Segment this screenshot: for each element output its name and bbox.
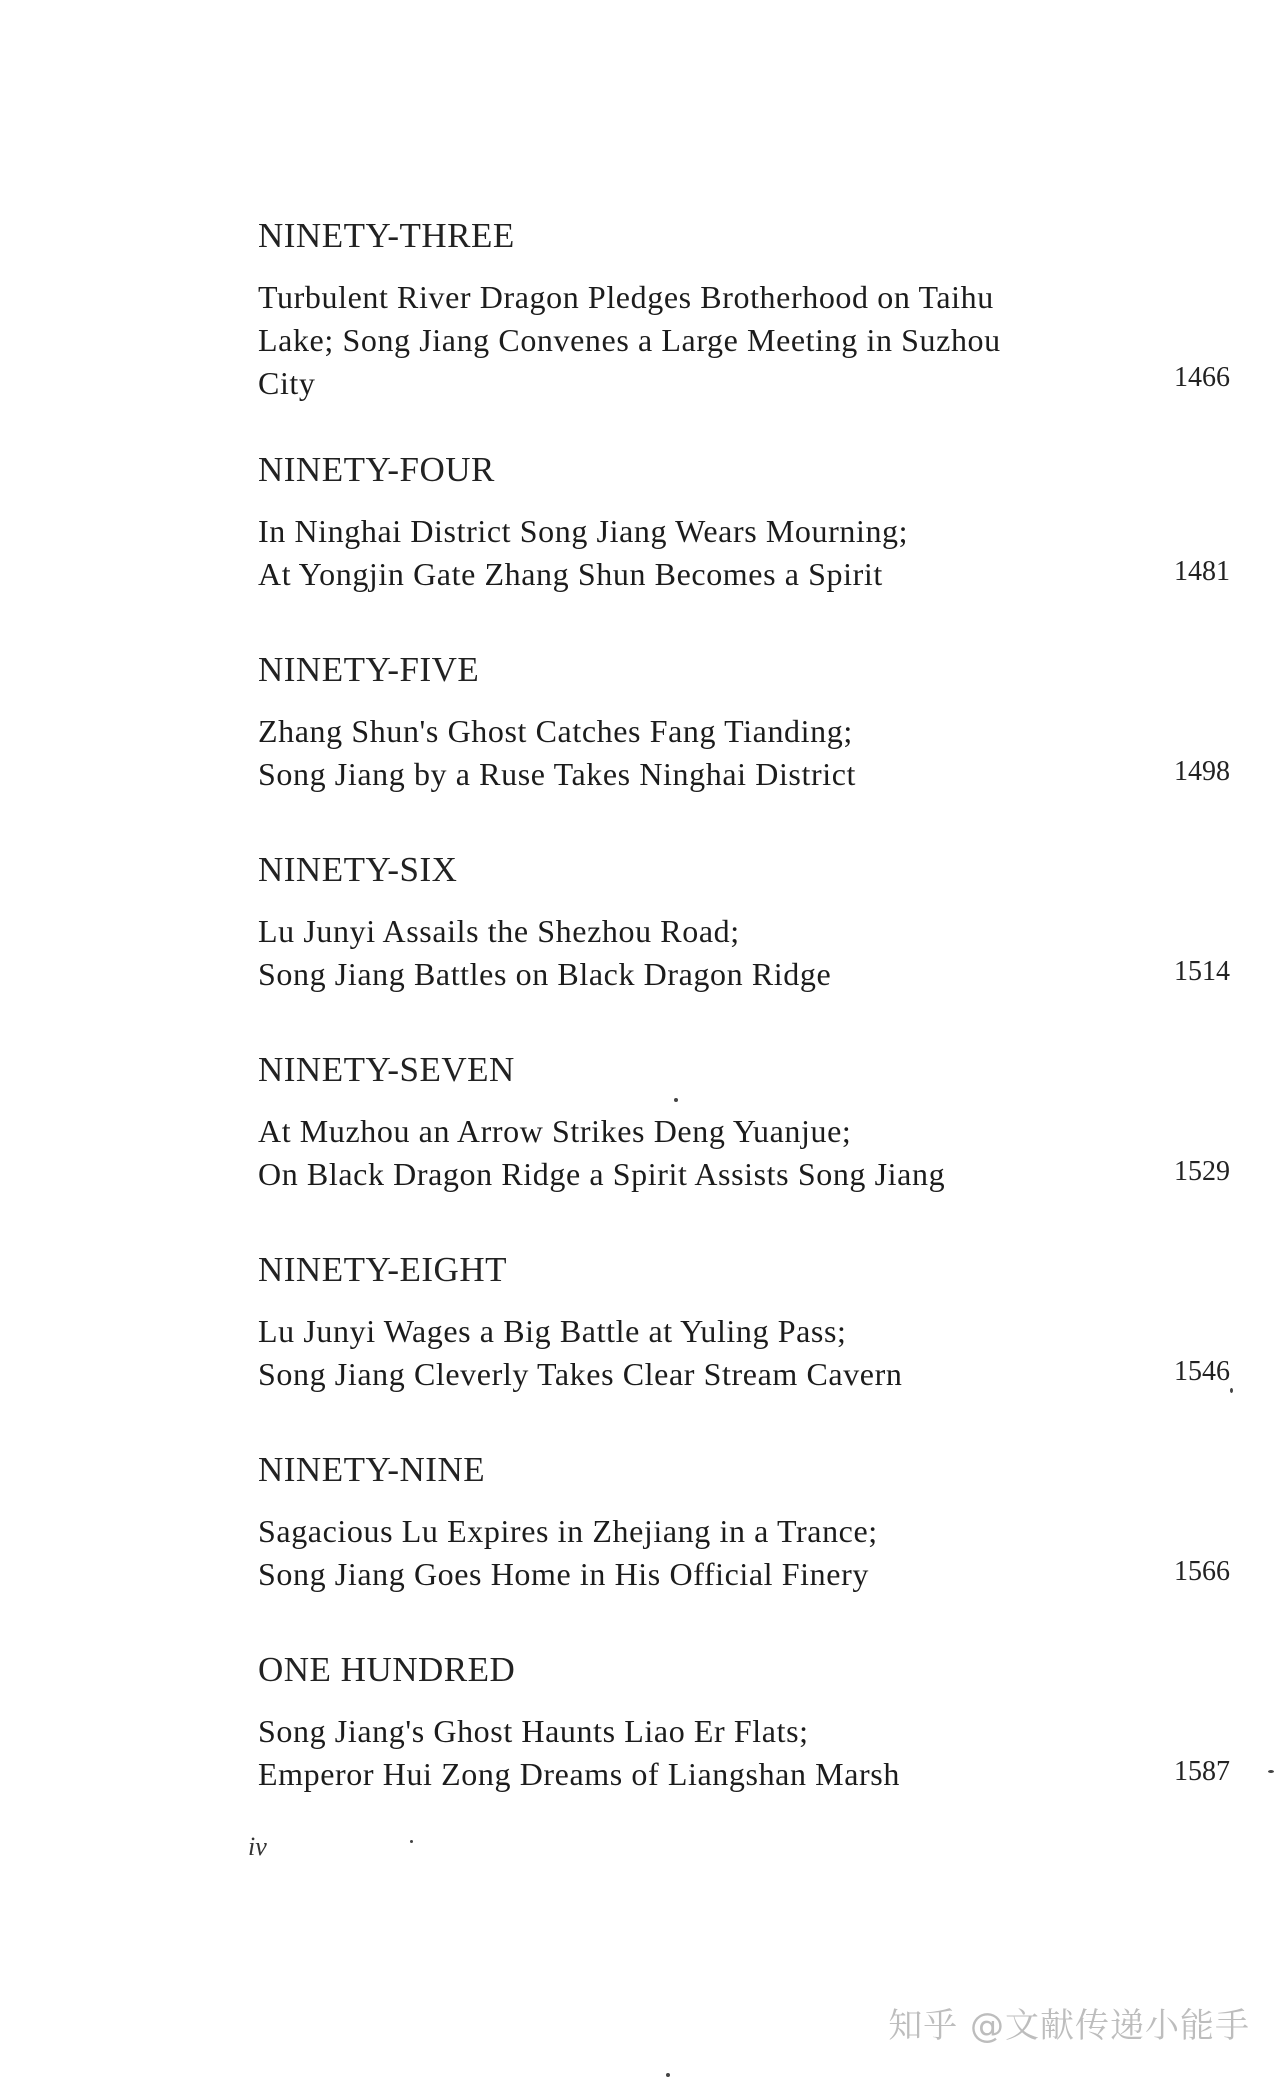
page-number: 1546 [1174, 1356, 1230, 1387]
page-number: 1466 [1174, 362, 1230, 393]
chapter-number: NINETY-SIX [258, 850, 458, 889]
chapter-title-line: Song Jiang Battles on Black Dragon Ridge [258, 956, 832, 992]
chapter-title-line: Song Jiang Goes Home in His Official Finery [258, 1556, 869, 1592]
chapter-title-line: Song Jiang's Ghost Haunts Liao Er Flats; [258, 1713, 809, 1749]
chapter-title [258, 710, 1138, 796]
page-number: 1587 [1174, 1756, 1230, 1787]
chapter-title-line: Turbulent River Dragon Pledges Brotherhood on Taihu [258, 279, 994, 315]
table-of-contents [258, 208, 1238, 1842]
toc-entry [258, 842, 1238, 1042]
scan-speck [674, 1098, 678, 1102]
chapter-number: ONE HUNDRED [258, 1650, 516, 1689]
watermark: 知乎 @文献传递小能手 [888, 2006, 1250, 2046]
chapter-number: NINETY-NINE [258, 1450, 486, 1489]
chapter-title-line: Lu Junyi Wages a Big Battle at Yuling Pass; [258, 1313, 847, 1349]
toc-entry [258, 642, 1238, 842]
chapter-title-line: Emperor Hui Zong Dreams of Liangshan Marsh [258, 1756, 900, 1792]
chapter-number: NINETY-THREE [258, 216, 515, 255]
page-number: 1498 [1174, 756, 1230, 787]
toc-entry [258, 1042, 1238, 1242]
page-number: 1481 [1174, 556, 1230, 587]
chapter-title-line: Sagacious Lu Expires in Zhejiang in a Trance; [258, 1513, 878, 1549]
chapter-title [258, 1510, 1138, 1596]
scan-speck [410, 1840, 413, 1843]
scan-speck [666, 2073, 670, 2077]
page-number: 1514 [1174, 956, 1230, 987]
chapter-number: NINETY-FOUR [258, 450, 495, 489]
chapter-title [258, 910, 1138, 996]
toc-entry [258, 208, 1238, 442]
chapter-title-line: Lu Junyi Assails the Shezhou Road; [258, 913, 740, 949]
chapter-title [258, 510, 1138, 596]
chapter-title-line: On Black Dragon Ridge a Spirit Assists Song Jiang [258, 1156, 946, 1192]
chapter-title-line: At Yongjin Gate Zhang Shun Becomes a Spirit [258, 556, 883, 592]
toc-entry [258, 1442, 1238, 1642]
chapter-number: NINETY-FIVE [258, 650, 480, 689]
chapter-title-line: City [258, 365, 316, 401]
chapter-title-line: Song Jiang by a Ruse Takes Ninghai District [258, 756, 857, 792]
toc-entry [258, 1642, 1238, 1842]
toc-entry [258, 1242, 1238, 1442]
chapter-title [258, 1310, 1138, 1396]
chapter-title-line: In Ninghai District Song Jiang Wears Mourning; [258, 513, 909, 549]
chapter-number: NINETY-SEVEN [258, 1050, 515, 1089]
page-number: 1566 [1174, 1556, 1230, 1587]
chapter-title-line: Zhang Shun's Ghost Catches Fang Tianding; [258, 713, 853, 749]
scan-speck [1268, 1770, 1274, 1773]
chapter-number: NINETY-EIGHT [258, 1250, 507, 1289]
toc-entry [258, 442, 1238, 642]
chapter-title-line: Song Jiang Cleverly Takes Clear Stream Cavern [258, 1356, 903, 1392]
page-number: 1529 [1174, 1156, 1230, 1187]
chapter-title [258, 1710, 1138, 1796]
chapter-title [258, 1110, 1138, 1196]
chapter-title-line: At Muzhou an Arrow Strikes Deng Yuanjue; [258, 1113, 852, 1149]
folio-page-number: iv [248, 1832, 267, 1861]
scan-speck [1230, 1388, 1233, 1393]
chapter-title-line: Lake; Song Jiang Convenes a Large Meeting in Suzhou [258, 322, 1001, 358]
chapter-title [258, 276, 1138, 405]
